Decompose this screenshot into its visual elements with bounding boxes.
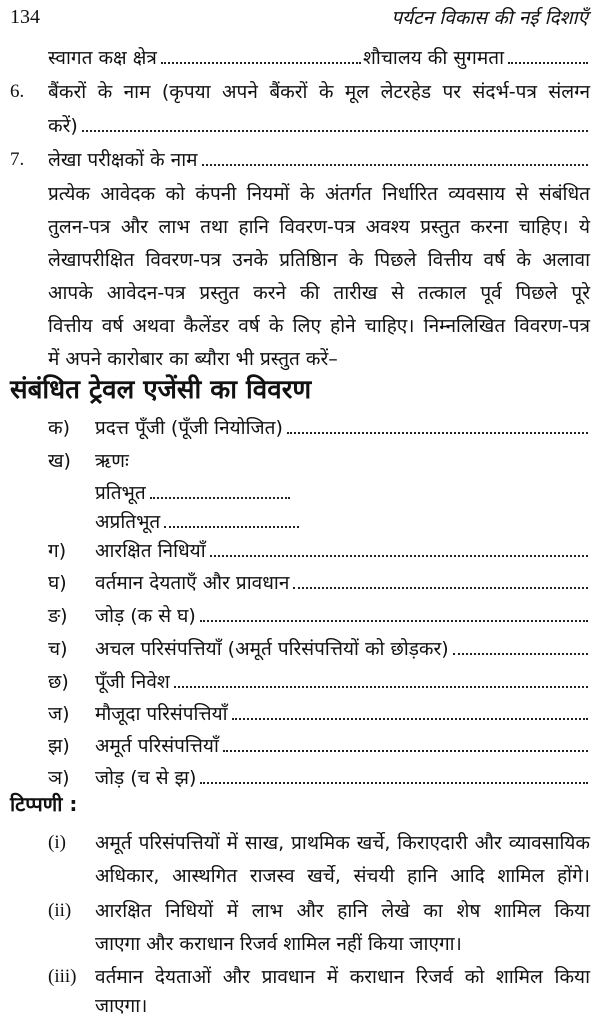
list-item [95,447,590,475]
fill-blank [210,554,588,557]
item7-text: लेखा परीक्षकों के नाम [48,149,198,171]
item-number: 6. [10,81,25,102]
item-label: घ) [48,572,67,594]
fill-blank [508,61,588,64]
item-number: 7. [10,149,25,170]
item6-continued [48,112,590,140]
fill-blank [223,749,588,752]
note-line: जाएगा। [95,995,148,1017]
note-line: जाएगा और कराधान रिजर्व शामिल नहीं किया जाएगा। [95,933,462,955]
fill-blank [232,717,588,720]
fill-blank [82,129,588,132]
item-label: ग) [48,540,67,562]
item-label: क) [48,417,71,439]
fill-blank [200,781,588,784]
toilet-label: शौचालय की सुगमता [363,47,504,69]
item-text: प्रदत्त पूँजी (पूँजी नियोजित) [95,417,283,439]
fill-blank [200,619,588,622]
list-item [95,508,590,536]
item-text: अमूर्त परिसंपत्तियाँ [95,735,219,757]
item-label: ख) [48,450,71,472]
fill-blank [174,685,588,688]
paragraph-line: लेखापरीक्षित विवरण-पत्र उनके प्रतिष्ठिान के पिछले वित्तीय वर्ष के अलावा [48,249,590,271]
paragraph-line: वित्तीय वर्ष अथवा कैलेंडर वर्ष के लिए होने चाहिए। निम्नलिखित विवरण-पत्र [48,315,590,337]
item-label: ज) [48,703,70,725]
note-line: आरक्षित निधियों में लाभ और हानि लेखे का शेष शामिल किया [95,900,590,922]
reception-label: स्वागत कक्ष क्षेत्र [48,47,157,69]
list-item [95,569,590,597]
list-item [95,414,590,442]
list-item [95,635,590,663]
note-number: (i) [48,832,66,853]
paragraph-line: में अपने कारोबार का ब्यौरा भी प्रस्तुत करें– [48,348,338,370]
item6-text: बैंकरों के नाम (कृपया अपने बैंकरों के मूल लेटरहेड पर संदर्भ-पत्र संलग्न [48,81,590,103]
item-text: मौजूदा परिसंपत्तियाँ [95,703,228,725]
list-item [95,537,590,565]
list-item [95,479,590,507]
item-text: जोड़ (क से घ) [95,605,196,627]
note-line: वर्तमान देयताओं और प्रावधान में कराधान रिजर्व को शामिल किया [95,966,590,988]
item-text: अप्रतिभूत [95,511,161,533]
list-item [95,602,590,630]
note-line: अधिकार, आस्थगित राजस्व खर्चे, संचयी हानि आदि शामिल होंगे। [95,865,590,887]
item-label: झ) [48,735,70,757]
paragraph-line: तुलन-पत्र और लाभ तथा हानि विवरण-पत्र अवश्य प्रस्तुत करना चाहिए। ये [48,216,590,238]
list-item [95,700,590,728]
item-label: ङ) [48,605,68,627]
list-item [95,732,590,760]
fill-blank [150,496,290,499]
item-text: जोड़ (च से झ) [95,767,197,789]
fill-blank [453,652,588,655]
reception-toilet-line [48,44,590,72]
item6-text-end: करें) [48,115,78,137]
note-number: (iii) [48,966,77,987]
paragraph-line: आपके आवेदन-पत्र प्रस्तुत करने की तारीख से तत्काल पूर्व पिछले पूरे [48,282,590,304]
item-text: प्रतिभूत [95,482,146,504]
item-text: पूँजी निवेश [95,671,170,693]
fill-blank [161,61,361,64]
item-text: अचल परिसंपत्तियाँ (अमूर्त परिसंपत्तियों को छोड़कर) [95,638,449,660]
fill-blank [287,431,588,434]
running-title: पर्यटन विकास की नई दिशाएँ [391,7,588,29]
item7-line [48,146,590,174]
list-item [95,764,590,792]
item-label: छ) [48,671,69,693]
item-text: ऋणः [95,450,129,472]
fill-blank [293,586,588,589]
note-number: (ii) [48,900,72,921]
item-text: वर्तमान देयताएँ और प्रावधान [95,572,290,594]
note-line: अमूर्त परिसंपत्तियों में साख, प्राथमिक खर्चे, किराएदारी और व्यावसायिक [95,832,590,854]
item-label: ञ) [48,767,70,789]
item-label: च) [48,638,68,660]
notes-heading: टिप्पणी : [10,792,78,816]
list-item [95,668,590,696]
page-number: 134 [10,6,40,28]
fill-blank [164,525,299,528]
section-heading: संबंधित ट्रेवल एजेंसी का विवरण [10,375,312,405]
paragraph-line: प्रत्येक आवेदक को कंपनी नियमों के अंतर्गत निर्धारित व्यवसाय से संबंधित [48,183,590,205]
item-text: आरक्षित निधियाँ [95,540,206,562]
fill-blank [202,163,588,166]
